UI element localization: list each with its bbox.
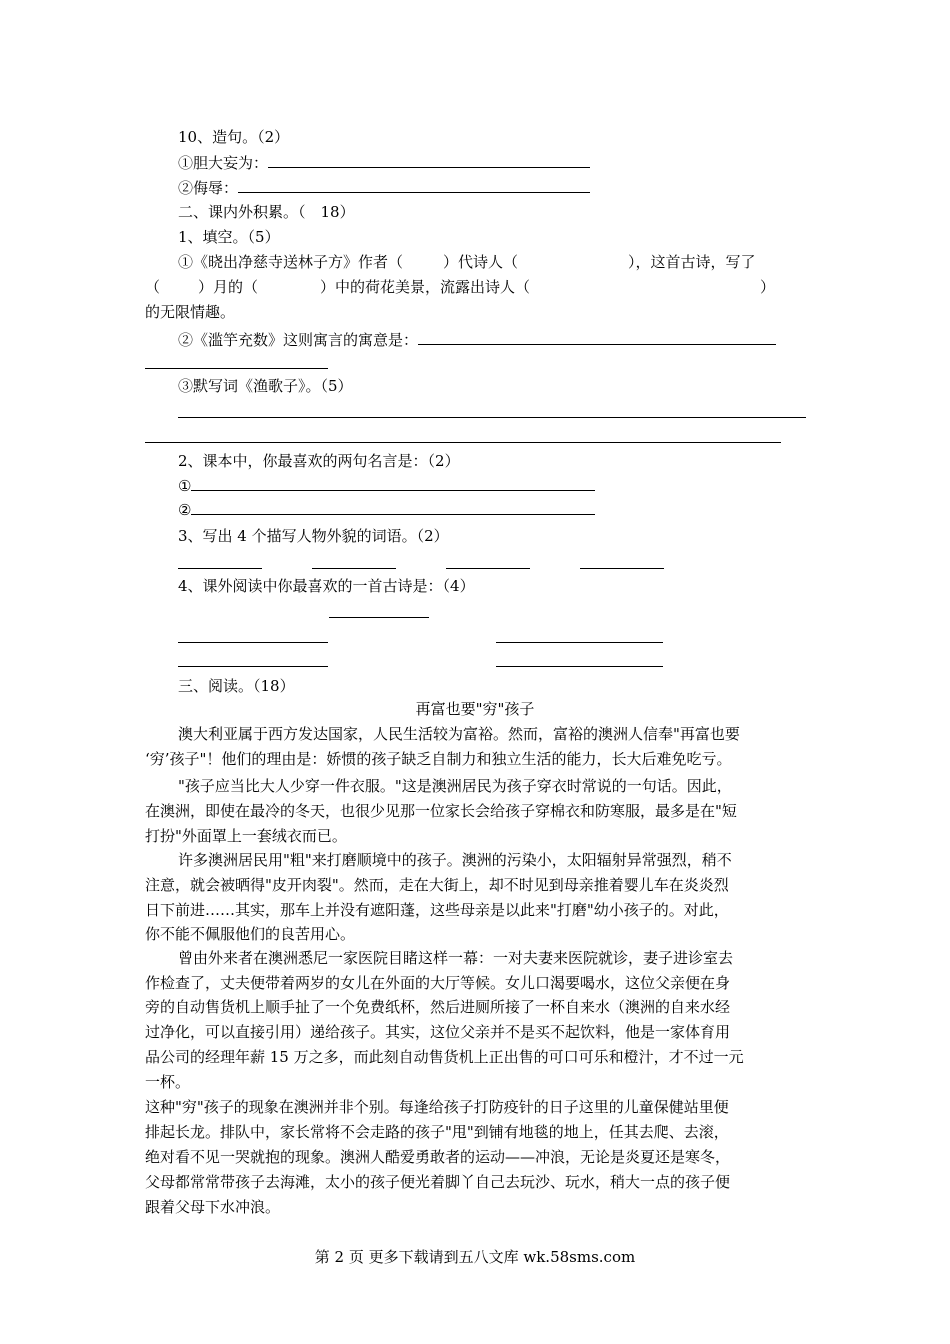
q10-item2-label: ②侮辱： <box>178 179 239 197</box>
passage-line: 绝对看不见一哭就抱的现象。澳洲人酷爱勇敢者的运动——冲浪，无论是炎夏还是寒冬， <box>145 1148 731 1166</box>
s2-q2-title: 2、课本中，你最喜欢的两句名言是：（2） <box>178 452 460 470</box>
s2-q4-line-blank-2[interactable] <box>496 642 663 643</box>
passage-title: 再富也要"穷"孩子 <box>415 700 535 718</box>
s2-q2-item2-label: ② <box>178 501 192 519</box>
s2-q1-poem-blank-2[interactable] <box>145 442 781 443</box>
passage-line: "孩子应当比大人少穿一件衣服。"这是澳洲居民为孩子穿衣时常说的一句话。因此， <box>178 777 732 795</box>
section3-title: 三、阅读。（18） <box>178 677 295 695</box>
s2-q1-moral-blank[interactable] <box>418 330 776 345</box>
passage-line: 在澳洲，即使在最冷的冬天，也很少见那一位家长会给孩子穿棉衣和防寒服，最多是在"短 <box>145 802 737 820</box>
s2-q1-poem-blank-1[interactable] <box>178 417 806 418</box>
s2-q4-title: 4、课外阅读中你最喜欢的一首古诗是：（4） <box>178 577 475 595</box>
passage-line: 一杯。 <box>145 1073 191 1091</box>
q10-item2 <box>178 178 590 198</box>
s2-q3-blank-2[interactable] <box>312 568 396 569</box>
passage-line: 跟着父母下水冲浪。 <box>145 1198 281 1216</box>
s2-q1-line2-a: （ <box>145 278 161 296</box>
q10-item1 <box>178 153 590 173</box>
s2-q1-line2 <box>145 277 775 297</box>
q10-item1-blank[interactable] <box>268 153 590 168</box>
q10-item2-blank[interactable] <box>238 178 590 193</box>
s2-q1-line5: ③默写词《渔歌子》。（5） <box>178 377 353 395</box>
s2-q3-blank-4[interactable] <box>580 568 664 569</box>
s2-q1-line3: 的无限情趣。 <box>145 303 236 321</box>
passage-line: 旁的自动售货机上顺手扯了一个免费纸杯，然后进厕所接了一杯自来水（澳洲的自来水经 <box>145 998 731 1016</box>
passage-line: ‘穷’孩子"！他们的理由是：娇惯的孩子缺乏自制力和独立生活的能力，长大后难免吃亏。 <box>145 750 732 768</box>
s2-q1-line4-label: ②《滥竽充数》这则寓言的寓意是： <box>178 331 419 349</box>
s2-q1-moral-blank-cont[interactable] <box>145 368 328 369</box>
s2-q2-item2-blank[interactable] <box>191 500 595 515</box>
s2-q1-line1 <box>178 252 756 272</box>
section2-title: 二、课内外积累。（ 18） <box>178 203 355 221</box>
s2-q1-line2-d: ） <box>760 278 776 296</box>
s2-q3-blank-1[interactable] <box>178 568 262 569</box>
s2-q1-line1-b: ）代诗人（ <box>443 253 519 271</box>
page-footer: 第 2 页 更多下载请到五八文库 wk.58sms.com <box>314 1248 636 1266</box>
passage-line: 打扮"外面罩上一套绒衣而已。 <box>145 827 347 845</box>
s2-q4-line-blank-1[interactable] <box>178 642 328 643</box>
q10-title: 10、造句。（2） <box>178 128 290 146</box>
s2-q1-line1-a: ①《晓出净慈寺送林子方》作者（ <box>178 253 404 271</box>
passage-line: 澳大利亚属于西方发达国家，人民生活较为富裕。然而，富裕的澳洲人信奉"再富也要 <box>178 725 740 743</box>
s2-q4-title-blank[interactable] <box>329 617 429 618</box>
s2-q4-line-blank-4[interactable] <box>496 666 663 667</box>
passage-line: 你不能不佩服他们的良苦用心。 <box>145 925 356 943</box>
passage-line: 过净化，可以直接引用）递给孩子。其实，这位父亲并不是买不起饮料，他是一家体育用 <box>145 1023 731 1041</box>
passage-line: 作检查了，丈夫便带着两岁的女儿在外面的大厅等候。女儿口渴要喝水，这位父亲便在身 <box>145 974 731 992</box>
s2-q1-line4 <box>178 330 776 350</box>
passage-line: 父母都常常带孩子去海滩，太小的孩子便光着脚丫自己去玩沙、玩水，稍大一点的孩子便 <box>145 1173 731 1191</box>
s2-q3-title: 3、写出 4 个描写人物外貌的词语。（2） <box>178 527 449 545</box>
passage-line: 许多澳洲居民用"粗"来打磨顺境中的孩子。澳洲的污染小，太阳辐射异常强烈，稍不 <box>178 851 732 869</box>
s2-q1-line2-b: ）月的（ <box>198 278 259 296</box>
q10-item1-label: ①胆大妄为： <box>178 154 269 172</box>
s2-q4-line-blank-3[interactable] <box>178 666 328 667</box>
s2-q3-blank-3[interactable] <box>446 568 530 569</box>
passage-line: 排起长龙。排队中，家长常将不会走路的孩子"甩"到铺有地毯的地上，任其去爬、去滚， <box>145 1123 729 1141</box>
s2-q2-item2 <box>178 500 595 520</box>
s2-q2-item1 <box>178 476 595 496</box>
passage-line: 这种"穷"孩子的现象在澳洲并非个别。每逢给孩子打防疫针的日子这里的儿童保健站里便 <box>145 1098 729 1116</box>
s2-q1-line2-c: ）中的荷花美景，流露出诗人（ <box>320 278 531 296</box>
passage-line: 注意，就会被晒得"皮开肉裂"。然而，走在大街上，却不时见到母亲推着婴儿车在炎炎烈 <box>145 876 729 894</box>
s2-q1-title: 1、填空。（5） <box>178 228 280 246</box>
s2-q2-item1-blank[interactable] <box>191 476 595 491</box>
s2-q2-item1-label: ① <box>178 477 192 495</box>
passage-line: 曾由外来者在澳洲悉尼一家医院目睹这样一幕：一对夫妻来医院就诊，妻子进诊室去 <box>178 949 734 967</box>
passage-line: 品公司的经理年薪 15 万之多，而此刻自动售货机上正出售的可口可乐和橙汁，才不过一元 <box>145 1048 744 1066</box>
s2-q1-line1-c: ），这首古诗，写了 <box>628 253 756 271</box>
passage-line: 日下前进……其实，那车上并没有遮阳蓬，这些母亲是以此来"打磨"幼小孩子的。对此， <box>145 901 729 919</box>
